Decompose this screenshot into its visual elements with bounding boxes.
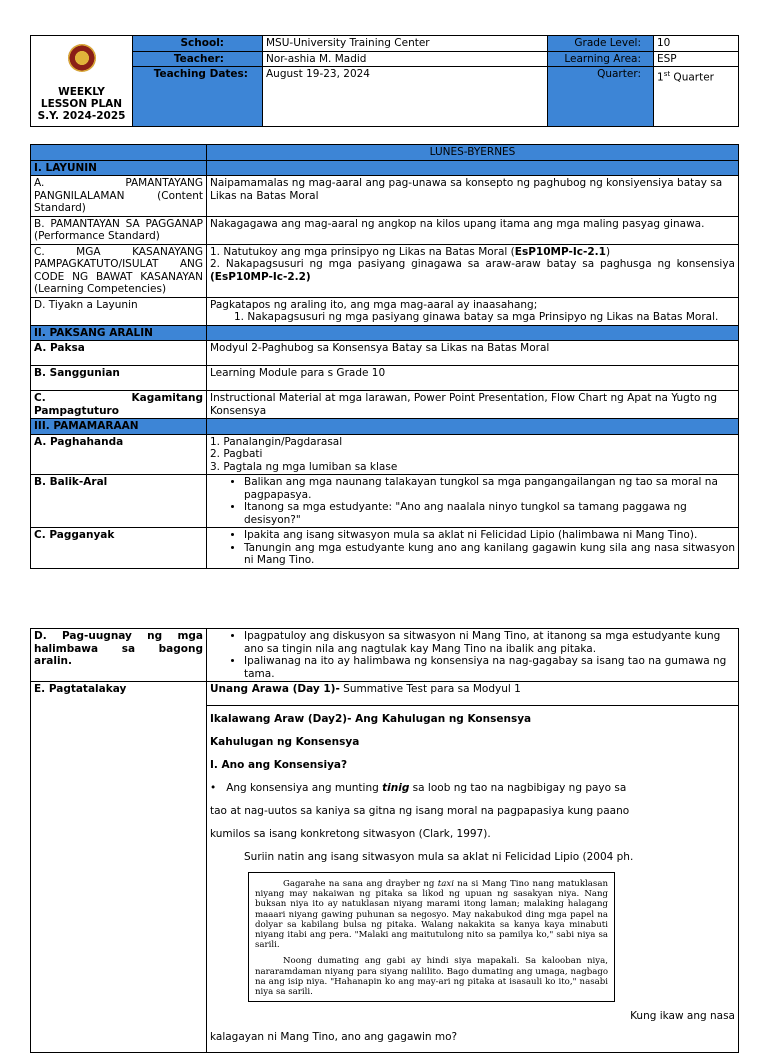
pagganyak-label: C. Pagganyak [31,528,207,569]
paksa-label: A. Paksa [31,341,207,366]
content-standard-label: A. PAMANTAYANG PANGNILALAMAN (Content Standard) [31,176,207,217]
school-label: School: [133,36,263,52]
question-line1: Kung ikaw ang nasa [630,1010,735,1023]
question-line2: kalagayan ni Mang Tino, ano ang gagawin mo? [210,1030,458,1043]
grade-label: Grade Level: [548,36,654,52]
column-header: LUNES-BYERNES [207,145,739,161]
section-paksang-aralin: II. PAKSANG ARALIN [31,325,207,341]
teacher-label: Teacher: [133,51,263,67]
school-logo-cell [31,36,133,127]
sanggunian-value: Learning Module para s Grade 10 [207,366,739,391]
section-layunin: I. LAYUNIN [31,160,207,176]
competencies-label: C. MGA KASANAYANG PAMPAGKATUTO/ISULAT ANG CODE NG BAWAT KASANAYAN (Learning Competencies) [31,244,207,297]
definition-line3: kumilos sa isang konkretong sitwasyon (Clark, 1997). [210,828,491,840]
quarter-value: 1st Quarter [654,67,739,127]
lesson-table [30,144,739,569]
list-item: • Balikan ang mga naunang talakayan tungkol sa mga pangangailangan ng tao sa moral na pagpapasya. [244,476,735,501]
paghahanda-list [207,434,739,475]
competencies-value: 1. Natutukoy ang mga prinsipyo ng Likas na Batas Moral (EsP10MP-Ic-2.1) 2. Nakapagsusuri ng mga pasiyang ginagawa sa araw-araw batay sa paghusga ng konsensiya (EsP10MP-Ic-2.2) [207,244,739,297]
story-paragraph-1: Gagarahe na sana ang drayber ng taxi na si Mang Tino nang matuklasan niyang may nakaiwan ng pitaka sa likod ng upuan ng sasakyan niya. Nang buksan niya ito ay natuklasan niyang marami itong laman; malaking halagang maaari niyang gawing puhunan sa negosyo. May nakabukod ding mga papel na dolyar sa kabilang bulsa ng pitaka. Walang nakakita sa kanya kaya minabuti niyang itabi ang pera. "Malaki ang maitutulong nito sa pamilya ko," sabi niya sa sarili. [255,879,608,951]
performance-standard-label: B. PAMANTAYAN SA PAGGANAP (Performance Standard) [31,216,207,244]
kagamitan-label: C. Kagamitang Pampagtuturo [31,391,207,419]
school-value: MSU-University Training Center [263,36,548,52]
definition-line1: • Ang konsensiya ang munting tinig sa loob ng tao na nagbibigay ng payo sa [210,782,627,794]
plan-title-line1: WEEKLY [58,86,105,98]
teacher-value: Nor-ashia M. Madid [263,51,548,67]
area-value: ESP [654,51,739,67]
area-label: Learning Area: [548,51,654,67]
balik-aral-list [207,475,739,528]
plan-title-line3: S.Y. 2024-2025 [37,110,126,122]
tiyak-na-layunin-value: Pagkatapos ng araling ito, ang mga mag-aaral ay inaasahang; 1. Nakapagsusuri ng mga pasiyang ginawa batay sa mga Prinsipyo ng Likas na Batas Moral. [207,297,739,325]
balik-aral-label: B. Balik-Aral [31,475,207,528]
list-item: • Ipakita ang isang sitwasyon mula sa aklat ni Felicidad Lipio (halimbawa ni Mang Tino). [244,529,735,542]
list-item: • Tanungin ang mga estudyante kung ano ang kanilang gagawin kung sila ang nasa sitwasyon ni Mang Tino. [244,542,735,567]
pagtatalakay-content [207,682,739,706]
sanggunian-label: B. Sanggunian [31,366,207,391]
content-standard-value: Naipamamalas ng mag-aaral ang pag-unawa sa konsepto ng paghubog ng konsiyensiya batay sa Likas na Batas Moral [207,176,739,217]
day2-content [207,706,739,1053]
list-item: 3. Pagtala ng mga lumiban sa klase [210,460,398,473]
ano-heading: I. Ano ang Konsensiya? [210,759,348,771]
header-table [30,35,739,127]
section-pamamaraan: III. PAMAMARAAN [31,419,207,435]
list-item: • Ipaliwanag na ito ay halimbawa ng konsensiya na nag-gagabay sa isang tao na gumawa ng tama. [244,655,735,680]
pag-uugnay-list [207,629,739,682]
lesson-table-page2 [30,628,739,1053]
day1-heading: Unang Arawa (Day 1)- [210,683,340,695]
list-item: • Itanong sa mga estudyante: "Ano ang naalala ninyo tungkol sa tamang paggawa ng desisyon?" [244,501,735,526]
definition-line2: tao at nag-uutos sa kaniya sa gitna ng isang moral na pagpapasiya kung paano [210,805,630,817]
day1-text: Summative Test para sa Modyul 1 [339,683,521,695]
list-item: • Ipagpatuloy ang diskusyon sa sitwasyon ni Mang Tino, at itanong sa mga estudyante kung ano sa tingin nila ang nagtulak kay Mang Tino na ibalik ang pitaka. [244,630,735,655]
pagganyak-list [207,528,739,569]
story-excerpt [248,872,615,1002]
school-seal-icon [68,44,96,72]
paghahanda-label: A. Paghahanda [31,434,207,475]
suriin-line: Suriin natin ang isang sitwasyon mula sa aklat ni Felicidad Lipio (2004 ph. [244,851,634,863]
dates-label: Teaching Dates: [133,67,263,127]
quarter-label: Quarter: [548,67,654,127]
list-item: 2. Pagbati [210,448,263,460]
kagamitan-value: Instructional Material at mga larawan, Power Point Presentation, Flow Chart ng Apat na Yugto ng Konsensya [207,391,739,419]
tiyak-na-layunin-label: D. Tiyakn a Layunin [31,297,207,325]
grade-value: 10 [654,36,739,52]
paksa-value: Modyul 2-Paghubog sa Konsensya Batay sa Likas na Batas Moral [207,341,739,366]
kahulugan-heading: Kahulugan ng Konsensya [210,736,360,748]
day2-heading: Ikalawang Araw (Day2)- Ang Kahulugan ng Konsensya [210,713,532,725]
plan-title-line2: LESSON PLAN [40,98,123,110]
dates-value: August 19-23, 2024 [263,67,548,127]
list-item: 1. Panalangin/Pagdarasal [210,435,343,448]
story-paragraph-2: Noong dumating ang gabi ay hindi siya mapakali. Sa kalooban niya, nararamdaman niyang para siyang nalilito. Bago dumating ang umaga, nagbago na ang isip niya. "Hahanapin ko ang may-ari ng pitaka at isasauli ko ito," nasabi niya sa sarili. [255,956,608,998]
pagtatalakay-label: E. Pagtatalakay [31,682,207,706]
performance-standard-value: Nakagagawa ang mag-aaral ng angkop na kilos upang itama ang mga maling pasyag ginawa. [207,216,739,244]
pag-uugnay-label: D. Pag-uugnay ng mga halimbawa sa bagong aralin. [31,629,207,682]
